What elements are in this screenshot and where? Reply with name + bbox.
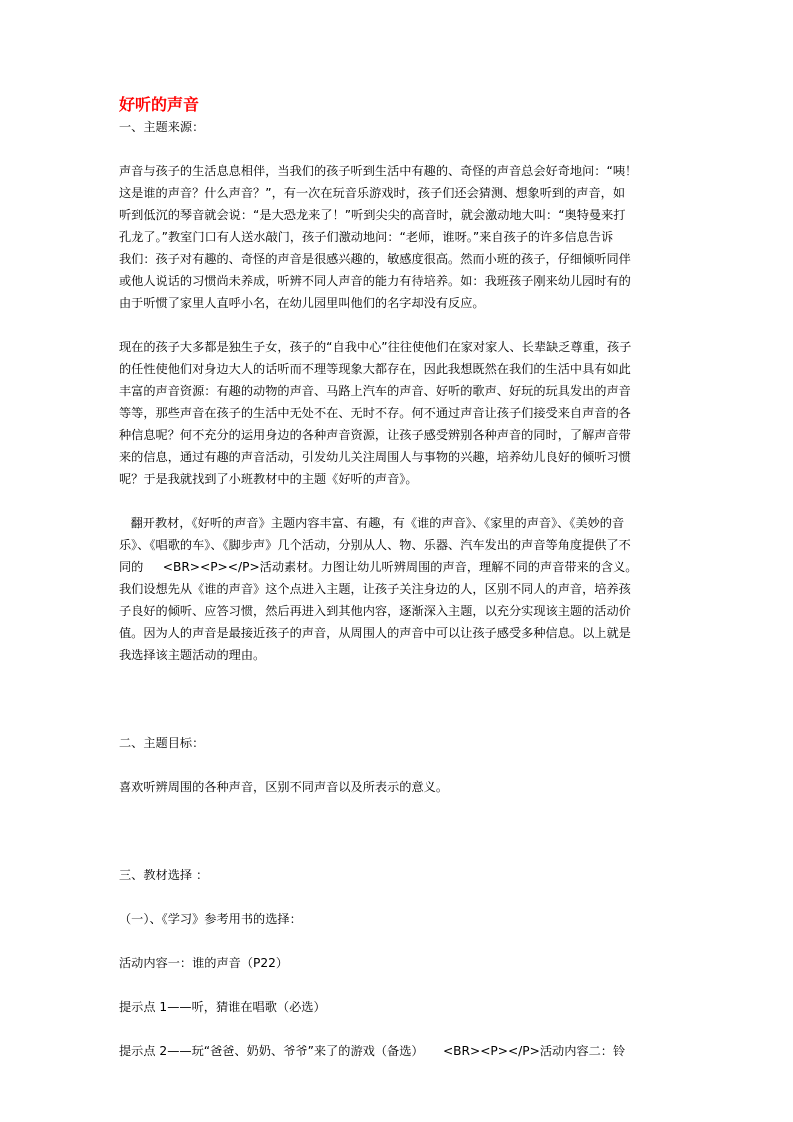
subheading-reference-book: （一）、《学习》参考用书的选择： — [119, 912, 302, 926]
paragraph-line: 孔龙了。”教室门口有人送水敲门，孩子们激动地问：“老师，谁呀。”来自孩子的许多信息告诉 — [119, 230, 614, 244]
spacer — [119, 974, 675, 996]
spacer — [119, 314, 675, 336]
section-heading-goals: 二、主题目标： — [119, 736, 205, 750]
section-heading-source: 一、主题来源： — [119, 120, 205, 134]
spacer — [119, 490, 675, 512]
paragraph-line: 听到低沉的琴音就会说：“是大恐龙来了！”听到尖尖的高音时，就会激动地大叫：“奥特曼来打 — [119, 208, 626, 222]
paragraph-line: 这是谁的声音？什么声音？”，有一次在玩音乐游戏时，孩子们还会猜测、想象听到的声音，如 — [119, 186, 626, 200]
paragraph-line: 我们：孩子对有趣的、奇怪的声音是很感兴趣的，敏感度很高。然而小班的孩子，仔细倾听同伴 — [119, 252, 631, 266]
document-title: 好听的声音 — [119, 95, 200, 114]
paragraph-source-3 — [119, 512, 675, 666]
paragraph-line: 由于听惯了家里人直呼小名，在幼儿园里叫他们的名字却没有反应。 — [119, 296, 485, 310]
paragraph-line: 呢？于是我就找到了小班教材中的主题《好听的声音》。 — [119, 472, 418, 486]
spacer — [119, 886, 675, 908]
spacer — [119, 138, 675, 160]
paragraph-line: 子良好的倾听、应答习惯，然后再进入到其他内容，逐渐深入主题，以充分实现该主题的活动价 — [119, 604, 631, 618]
hint-item: 提示点 1——听，猜谁在唱歌（必选） — [119, 1000, 326, 1014]
spacer — [119, 710, 675, 732]
paragraph-line: 值。因为人的声音是最接近孩子的声音，从周围人的声音中可以让孩子感受多种信息。以上就是 — [119, 626, 631, 640]
spacer — [119, 930, 675, 952]
paragraph-source-2 — [119, 336, 675, 490]
paragraph-source-1 — [119, 160, 675, 314]
spacer — [119, 1018, 675, 1040]
paragraph-line: 丰富的声音资源：有趣的动物的声音、马路上汽车的声音、好听的歌声、好玩的玩具发出的声音 — [119, 384, 631, 398]
goal-text: 喜欢听辨周围的各种声音，区别不同声音以及所表示的意义。 — [119, 780, 449, 794]
section-heading-materials: 三、教材选择 ： — [119, 868, 209, 882]
paragraph-line: 或他人说话的习惯尚未养成，听辨不同人声音的能力有待培养。如：我班孩子刚来幼儿园时有的 — [119, 274, 631, 288]
paragraph-line: 等等，那些声音在孩子的生活中无处不在、无时不存。何不通过声音让孩子们接受来自声音的各 — [119, 406, 631, 420]
paragraph-line: 声音与孩子的生活息息相伴，当我们的孩子听到生活中有趣的、奇怪的声音总会好奇地问：“咦！ — [119, 164, 638, 178]
activity-item: 活动内容一：谁的声音（P22） — [119, 956, 289, 970]
spacer — [119, 666, 675, 710]
paragraph-line: 的任性使他们对身边大人的话听而不理等现象大都存在，因此我想既然在我们的生活中具有如此 — [119, 362, 631, 376]
spacer — [119, 754, 675, 776]
hint-item: 提示点 2——玩“爸爸、奶奶、爷爷”来了的游戏（备选） <BR><P></P>活动内容二：铃 — [119, 1044, 626, 1058]
paragraph-line: 种信息呢？何不充分的运用身边的各种声音资源，让孩子感受辨别各种声音的同时，了解声音带 — [119, 428, 631, 442]
spacer — [119, 798, 675, 842]
paragraph-line: 现在的孩子大多都是独生子女，孩子的“自我中心”往往使他们在家对家人、长辈缺乏尊重，孩子 — [119, 340, 632, 354]
paragraph-line: 我选择该主题活动的理由。 — [119, 648, 266, 662]
spacer — [119, 842, 675, 864]
paragraph-line: 翻开教材，《好听的声音》主题内容丰富、有趣，有《谁的声音》、《家里的声音》、《美妙的音 — [119, 516, 625, 530]
paragraph-line: 同的 <BR><P></P>活动素材。力图让幼儿听辨周围的声音，理解不同的声音带来的含义。 — [119, 560, 638, 574]
document-page — [119, 94, 675, 1062]
paragraph-line: 来的信息，通过有趣的声音活动，引发幼儿关注周围人与事物的兴趣，培养幼儿良好的倾听习惯 — [119, 450, 631, 464]
paragraph-line: 乐》、《唱歌的车》、《脚步声》几个活动，分别从人、物、乐器、汽车发出的声音等角度提供了不 — [119, 538, 631, 552]
paragraph-line: 我们设想先从《谁的声音》这个点进入主题，让孩子关注身边的人，区别不同人的声音，培养孩 — [119, 582, 631, 596]
